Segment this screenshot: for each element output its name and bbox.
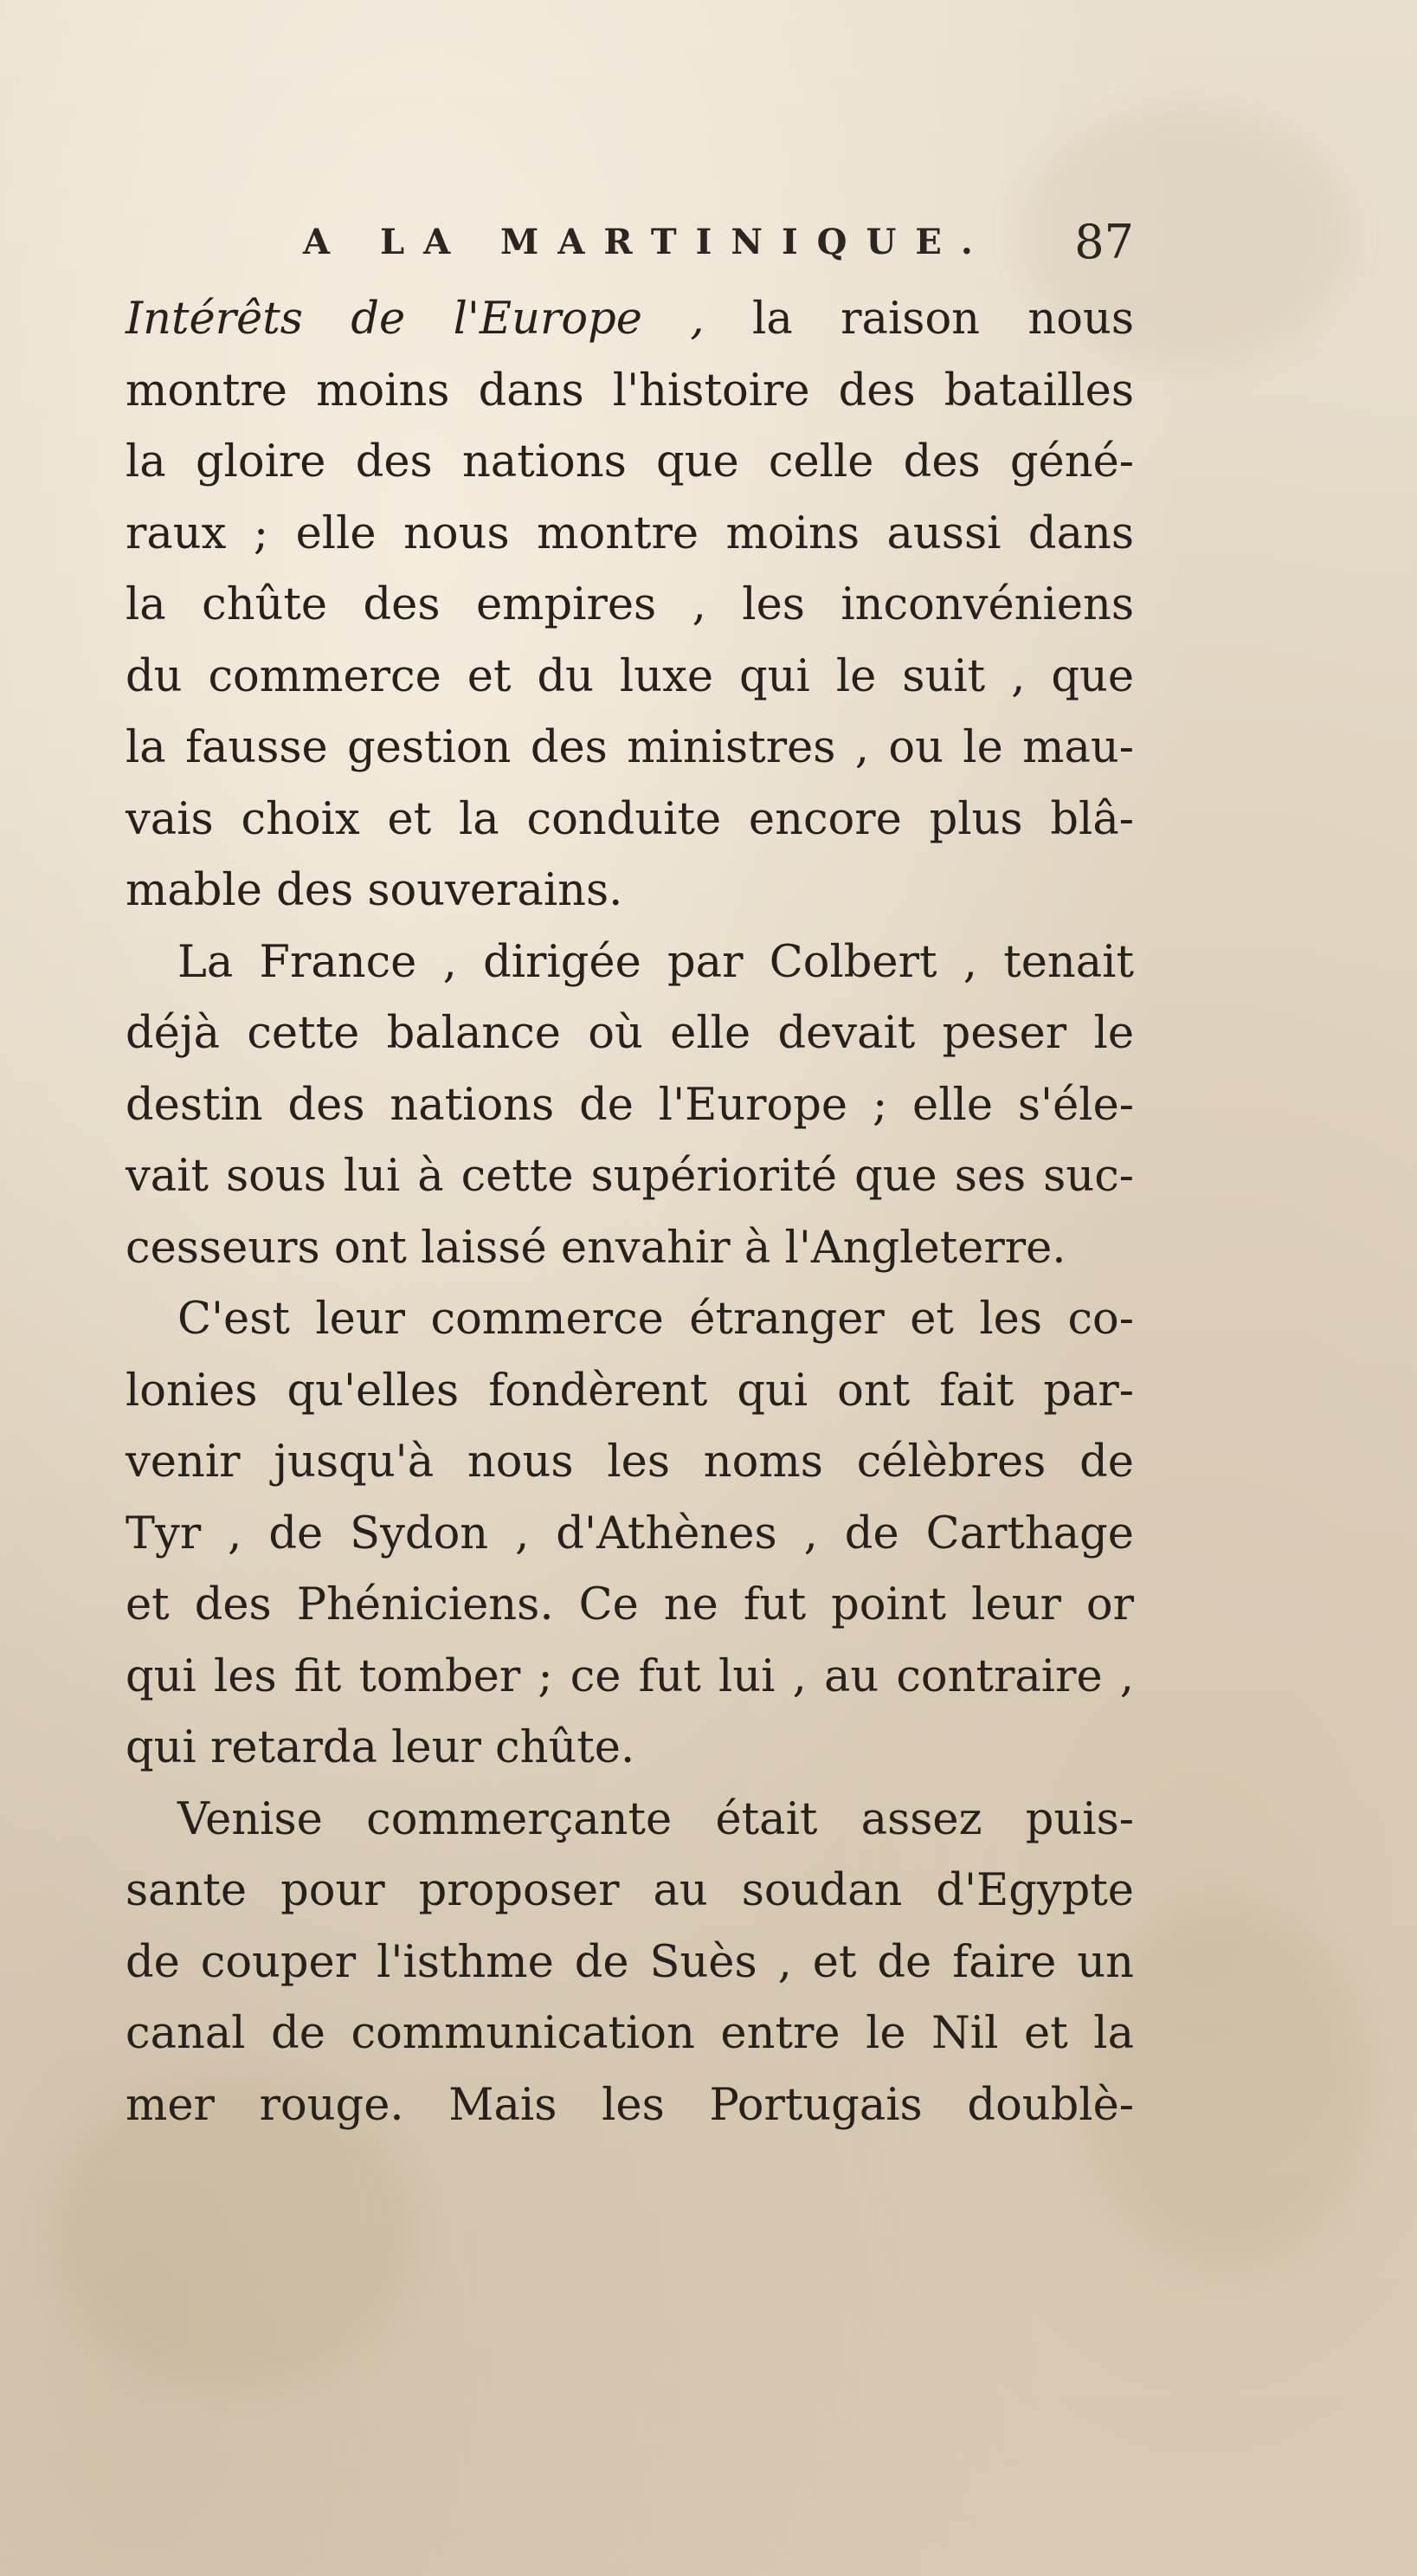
text-line: de couper l'isthme de Suès , et de faire un	[126, 1936, 1134, 1988]
text-line: la chûte des empires , les inconvéniens	[126, 579, 1134, 630]
text-line: déjà cette balance où elle devait peser le	[126, 1008, 1134, 1059]
paragraph-first-line: C'est leur commerce étranger et les co-	[177, 1294, 1134, 1345]
text-fragment: la raison nous	[704, 294, 1134, 345]
text-line: montre moins dans l'histoire des batailles	[126, 365, 1134, 416]
running-title: A LA MARTINIQUE.	[303, 222, 992, 262]
text-line: la gloire des nations que celle des géné-	[126, 436, 1134, 487]
text-line: qui les fit tomber ; ce fut lui , au contraire ,	[126, 1650, 1134, 1702]
text-line: du commerce et du luxe qui le suit , que	[126, 650, 1134, 702]
text-line: la fausse gestion des ministres , ou le mau-	[126, 722, 1134, 773]
text-line: mable des souverains.	[126, 865, 623, 916]
text-line: vait sous lui à cette supériorité que ses suc-	[126, 1151, 1134, 1202]
text-line: qui retarda leur chûte.	[126, 1722, 635, 1773]
text-line	[126, 284, 1134, 356]
text-line: lonies qu'elles fondèrent qui ont fait par-	[126, 1365, 1134, 1417]
text-line: Tyr , de Sydon , d'Athènes , de Carthage	[126, 1508, 1134, 1559]
text-line: sante pour proposer au soudan d'Egypte	[126, 1865, 1134, 1916]
page-number: 87	[1074, 215, 1134, 269]
text-line: vais choix et la conduite encore plus blâ-	[126, 793, 1134, 845]
italic-phrase: Intérêts de l'Europe ,	[126, 294, 705, 345]
text-line: cesseurs ont laissé envahir à l'Angleterre.	[126, 1222, 1066, 1274]
text-line: destin des nations de l'Europe ; elle s'éle-	[126, 1079, 1134, 1131]
text-line: et des Phéniciens. Ce ne fut point leur or	[126, 1579, 1134, 1630]
text-line: canal de communication entre le Nil et la	[126, 2008, 1134, 2059]
paragraph-first-line: Venise commerçante était assez puis-	[177, 1793, 1134, 1845]
text-line: mer rouge. Mais les Portugais doublè-	[126, 2079, 1134, 2131]
body-text	[126, 284, 1134, 2141]
text-line: venir jusqu'à nous les noms célèbres de	[126, 1436, 1134, 1488]
running-header	[303, 215, 1134, 275]
text-line: raux ; elle nous montre moins aussi dans	[126, 507, 1134, 559]
paragraph-first-line: La France , dirigée par Colbert , tenait	[177, 936, 1134, 988]
